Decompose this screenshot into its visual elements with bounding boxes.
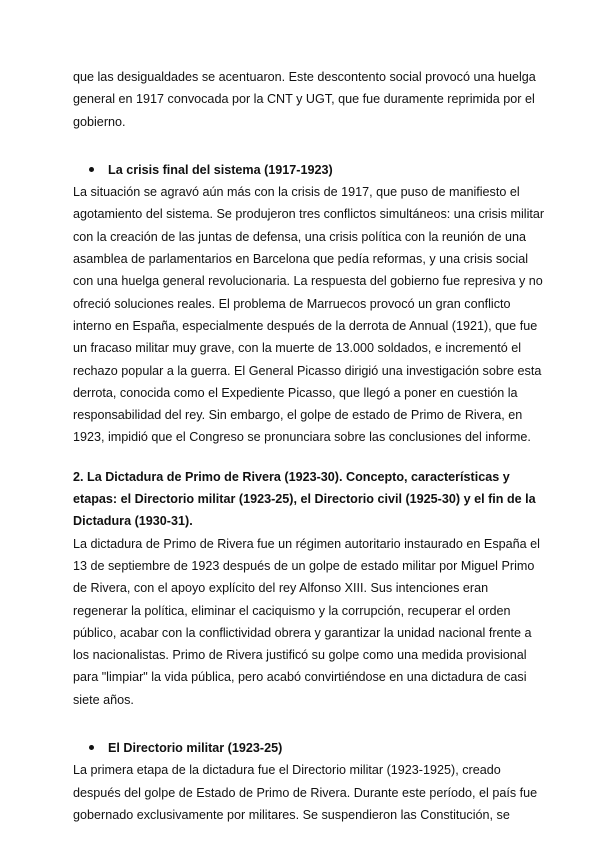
text-line: regenerar la política, eliminar el caciquismo y la corrupción, recuperar el orden	[73, 603, 511, 618]
text-line: 13 de septiembre de 1923 después de un golpe de estado militar por Miguel Primo	[73, 558, 535, 573]
text-line: después del golpe de Estado de Primo de Rivera. Durante este período, el país fue	[73, 785, 538, 800]
text-line: derrota, conocida como el Expediente Picasso, que llegó a poner en cuestión la	[73, 385, 518, 400]
text-line: La primera etapa de la dictadura fue el Directorio militar (1923-1925), creado	[73, 763, 501, 778]
text-line: para "limpiar" la vida pública, pero acabó convirtiéndose en una dictadura de casi	[73, 670, 527, 685]
heading-line: 2. La Dictadura de Primo de Rivera (1923-30). Concepto, características y	[73, 469, 510, 484]
text-line: con una huelga general revolucionaria. La respuesta del gobierno fue represiva y no	[73, 274, 543, 289]
text-line: interno en España, especialmente después de la derrota de Annual (1921), que fue	[73, 318, 538, 333]
text-line: público, acabar con la conflictividad obrera y garantizar la unidad nacional frente a	[73, 625, 532, 640]
paragraph-intro	[73, 66, 536, 133]
text-line: 1923, impidió que el Congreso se pronunciara sobre las conclusiones del informe.	[73, 430, 531, 445]
text-line: con la creación de las juntas de defensa, una crisis política con la reunión de una	[73, 229, 526, 244]
text-line: siete años.	[73, 692, 134, 707]
text-line: asamblea de parlamentarios en Barcelona que pedía reformas, y una crisis social	[73, 252, 529, 267]
section-heading-2	[73, 466, 536, 533]
text-line: ofreció soluciones reales. El problema de Marruecos provocó un gran conflicto	[73, 296, 511, 311]
bullet-crisis-final	[73, 159, 529, 181]
text-line: responsabilidad del rey. Sin embargo, el golpe de estado de Primo de Rivera, en	[73, 408, 523, 423]
paragraph-crisis	[73, 181, 545, 449]
bullet-text: La crisis final del sistema (1917-1923)	[108, 162, 333, 177]
heading-line: Dictadura (1930-31).	[73, 514, 193, 529]
text-line: gobernado exclusivamente por militares. Se suspendieron las Constitución, se	[73, 807, 510, 822]
heading-line: etapas: el Directorio militar (1923-25), el Directorio civil (1925-30) y el fin de la	[73, 492, 536, 507]
bullet-directorio-militar	[73, 737, 529, 759]
text-line: La dictadura de Primo de Rivera fue un régimen autoritario instaurado en España el	[73, 536, 540, 551]
bullet-text: El Directorio militar (1923-25)	[108, 741, 283, 756]
paragraph-directorio	[73, 759, 538, 826]
text-line: gobierno.	[73, 114, 126, 129]
page-content	[73, 66, 545, 826]
paragraph-dictadura	[73, 533, 540, 711]
text-line: La situación se agravó aún más con la crisis de 1917, que puso de manifiesto el	[73, 185, 520, 200]
text-line: agotamiento del sistema. Se produjeron tres conflictos simultáneos: una crisis militar	[73, 207, 545, 222]
bullet-dot-icon	[89, 167, 94, 172]
text-line: los nacionalistas. Primo de Rivera justificó su golpe como una medida provisional	[73, 648, 527, 663]
text-line: rechazo popular a la guerra. El General Picasso dirigió una investigación sobre esta	[73, 363, 542, 378]
text-line: de Rivera, con el apoyo explícito del rey Alfonso XIII. Sus intenciones eran	[73, 581, 489, 596]
text-line: un fracaso militar muy grave, con la muerte de 13.000 soldados, e incrementó el	[73, 341, 522, 356]
bullet-dot-icon	[89, 745, 94, 750]
text-line: general en 1917 convocada por la CNT y UGT, que fue duramente reprimida por el	[73, 92, 535, 107]
text-line: que las desigualdades se acentuaron. Este descontento social provocó una huelga	[73, 70, 536, 84]
